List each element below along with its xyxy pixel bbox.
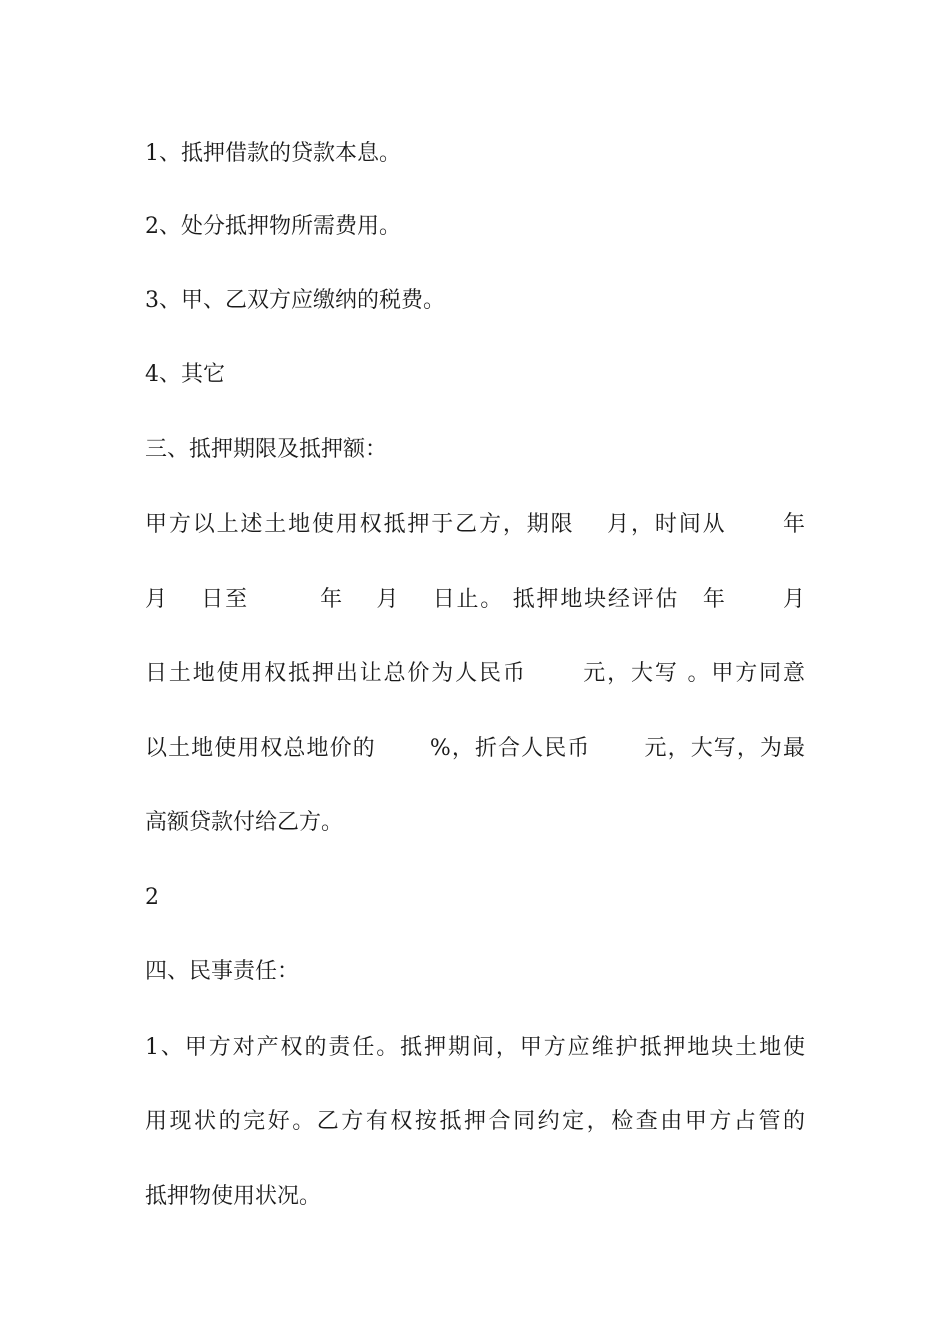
text-line: 用现状的完好。乙方有权按抵押合同约定，检查由甲方占管的 bbox=[145, 1109, 805, 1134]
text-line: 2、处分抵押物所需费用。 bbox=[145, 214, 401, 239]
text-line: 月 日至 年 月 日止。 抵押地块经评估 年 月 bbox=[145, 587, 805, 612]
text-line: 抵押物使用状况。 bbox=[145, 1184, 322, 1209]
text-line: 以土地使用权总地价的 %，折合人民币 元，大写，为最 bbox=[145, 736, 805, 761]
text-line: 甲方以上述土地使用权抵押于乙方，期限 月，时间从 年 bbox=[145, 512, 805, 537]
page-number: 2 bbox=[145, 885, 159, 910]
text-line: 高额贷款付给乙方。 bbox=[145, 810, 344, 835]
text-line: 1、甲方对产权的责任。抵押期间，甲方应维护抵押地块土地使 bbox=[145, 1035, 805, 1060]
text-line: 1、抵押借款的贷款本息。 bbox=[145, 141, 401, 166]
section-heading: 三、抵押期限及抵押额： bbox=[145, 437, 388, 462]
section-heading: 四、民事责任： bbox=[145, 959, 300, 984]
text-line: 4、其它 bbox=[145, 362, 225, 387]
text-line: 日土地使用权抵押出让总价为人民币 元，大写 。甲方同意 bbox=[145, 661, 805, 686]
text-line: 3、甲、乙双方应缴纳的税费。 bbox=[145, 288, 445, 313]
